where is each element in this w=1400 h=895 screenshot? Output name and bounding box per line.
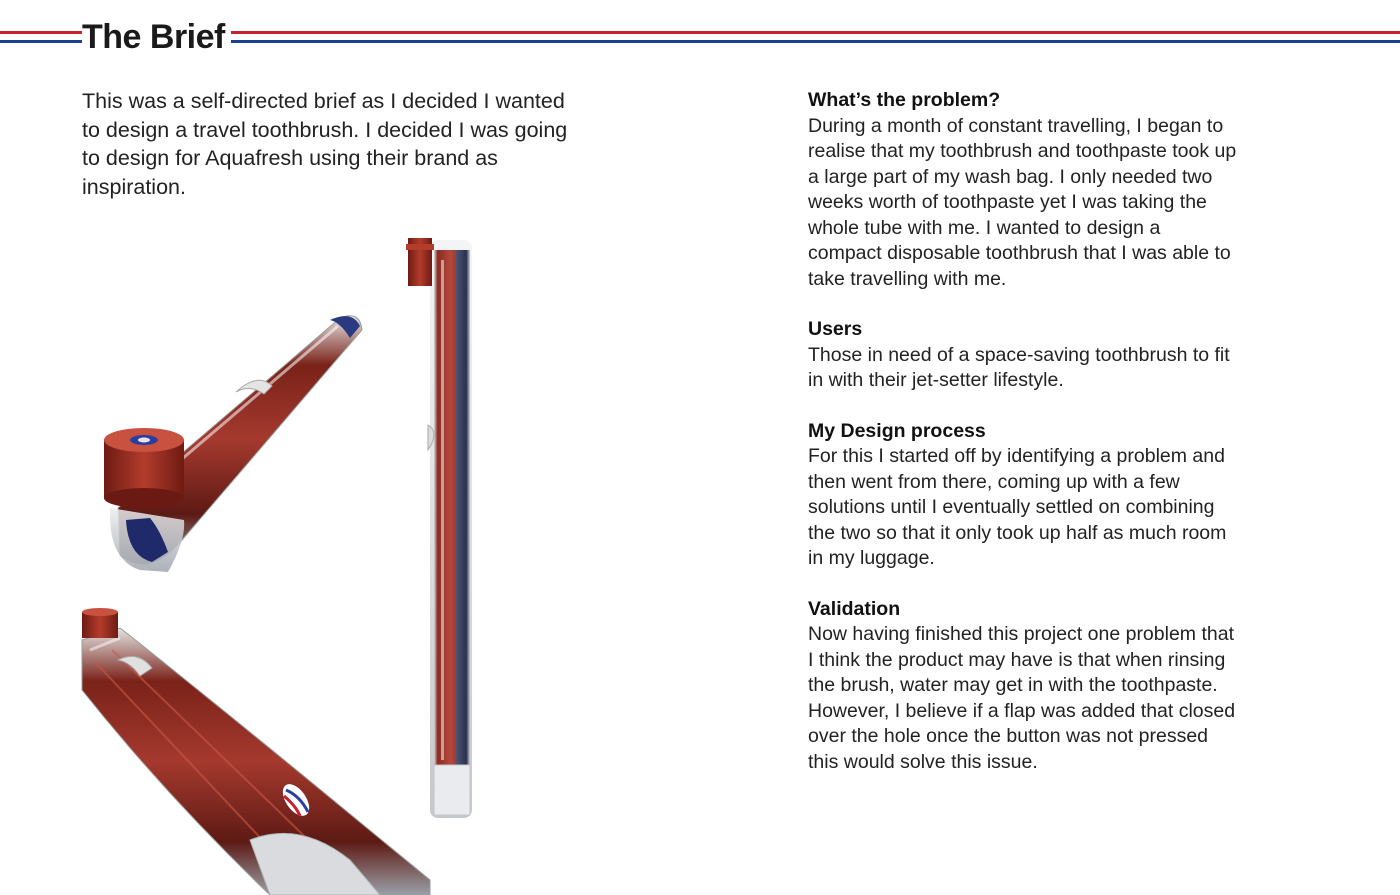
section-body: During a month of constant travelling, I began to realise that my toothbrush and toothpaste took up a large part of my wash bag. I only needed two weeks worth of toothpaste yet I was taking the whole tube with me. I wanted to design a compact disposable toothbrush that I was able to take travelling with me.	[808, 114, 1237, 290]
section-body: Those in need of a space-saving toothbrush to fit in with their jet-setter lifestyle.	[808, 343, 1230, 391]
section-design-process	[808, 419, 1238, 572]
angled-toothbrush-render	[104, 316, 362, 572]
section-heading: What’s the problem?	[808, 89, 1001, 111]
vertical-toothbrush-render	[406, 238, 472, 818]
section-heading: Users	[808, 318, 863, 340]
section-problem	[808, 88, 1238, 292]
section-validation	[808, 597, 1238, 776]
section-body: Now having finished this project one problem that I think the product may have is that when rinsing the brush, water may get in with the toothpaste. However, I believe if a flap was added that closed over the hole once the button was not pressed this would solve this issue.	[808, 623, 1236, 773]
brief-content	[808, 88, 1238, 800]
section-heading: My Design process	[808, 419, 986, 442]
closeup-toothbrush-render	[82, 608, 430, 895]
section-heading: Validation	[808, 597, 901, 620]
page-title: The Brief	[82, 16, 231, 58]
section-body: For this I started off by identifying a problem and then went from there, coming up with a few solutions until I eventually settled on combining the two so that it only took up half as much room in my luggage.	[808, 445, 1227, 569]
section-users	[808, 317, 1238, 394]
intro-paragraph: This was a self-directed brief as I decided I wanted to design a travel toothbrush. I decided I was going to design for Aquafresh using their brand as inspiration.	[82, 89, 568, 199]
